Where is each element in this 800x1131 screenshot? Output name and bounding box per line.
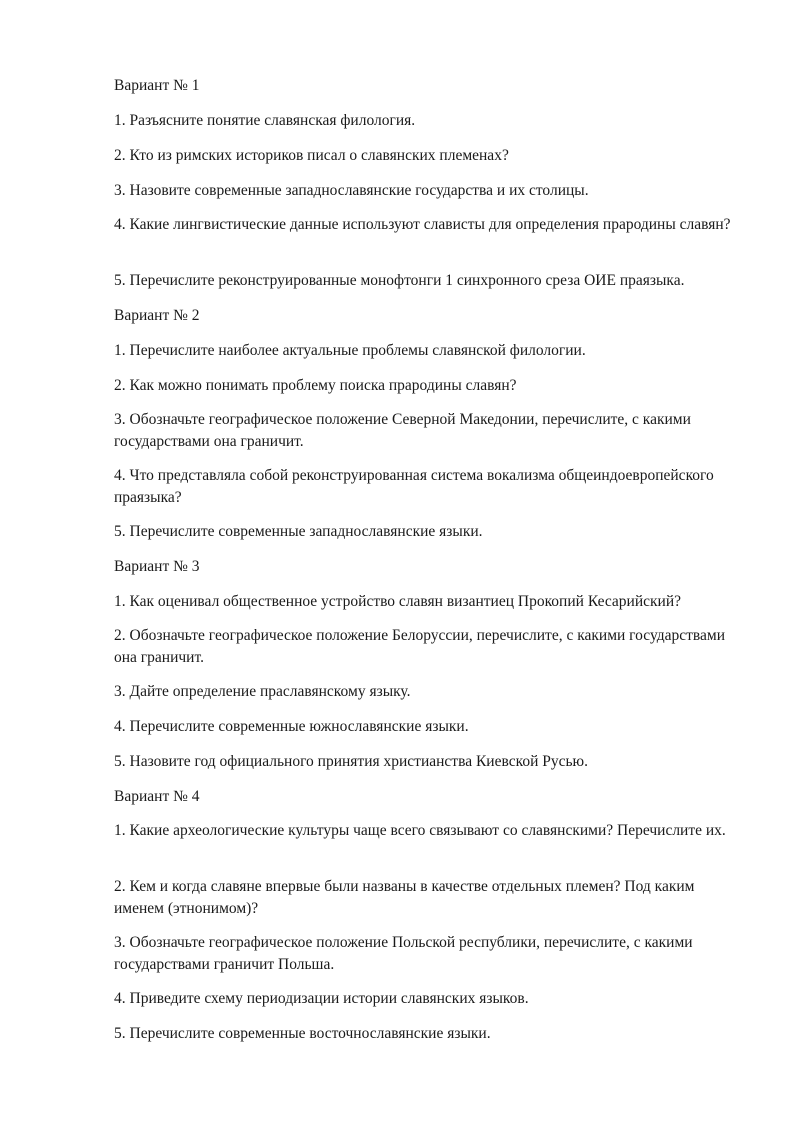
variant-3-question-4: 4. Перечислите современные южнославянские языки.: [114, 718, 469, 735]
variant-4-heading: Вариант № 4: [114, 788, 200, 805]
variant-1-question-1: 1. Разъясните понятие славянская филология.: [114, 112, 416, 129]
variant-1-question-4: 4. Какие лингвистические данные используют слависты для определения прародины славян?: [114, 216, 731, 233]
variant-3-question-2: 2. Обозначьте географическое положение Белоруссии, перечислите, с какими государствами она граничит.: [114, 627, 726, 666]
variant-2-question-3: 3. Обозначьте географическое положение Северной Македонии, перечислите, с какими государствами она граничит.: [114, 411, 691, 450]
variant-2-heading: Вариант № 2: [114, 307, 200, 324]
variant-4-question-1: 1. Какие археологические культуры чаще всего связывают со славянскими? Перечислите их.: [114, 822, 726, 839]
variant-4-question-5: 5. Перечислите современные восточнославянские языки.: [114, 1025, 491, 1042]
variant-3-question-5: 5. Назовите год официального принятия христианства Киевской Русью.: [114, 753, 589, 770]
variant-2-question-4: 4. Что представляла собой реконструированная система вокализма общеиндоевропейского праязыка?: [114, 467, 714, 506]
variant-1-question-5: 5. Перечислите реконструированные монофтонги 1 синхронного среза ОИЕ праязыка.: [114, 272, 685, 289]
variant-1-heading: Вариант № 1: [114, 77, 200, 94]
variant-1-question-3: 3. Назовите современные западнославянские государства и их столицы.: [114, 182, 589, 199]
variant-2-question-2: 2. Как можно понимать проблему поиска прародины славян?: [114, 377, 517, 394]
variant-1-question-2: 2. Кто из римских историков писал о славянских племенах?: [114, 147, 509, 164]
variant-4-question-2: 2. Кем и когда славяне впервые были названы в качестве отдельных племен? Под каким именем (этнонимом)?: [114, 878, 695, 917]
variant-4-question-4: 4. Приведите схему периодизации истории славянских языков.: [114, 990, 529, 1007]
variant-3-question-3: 3. Дайте определение праславянскому языку.: [114, 683, 411, 700]
variant-2-question-1: 1. Перечислите наиболее актуальные проблемы славянской филологии.: [114, 342, 586, 359]
variant-3-question-1: 1. Как оценивал общественное устройство славян византиец Прокопий Кесарийский?: [114, 593, 681, 610]
variant-3-heading: Вариант № 3: [114, 558, 200, 575]
variant-2-question-5: 5. Перечислите современные западнославянские языки.: [114, 523, 483, 540]
variant-4-question-3: 3. Обозначьте географическое положение Польской республики, перечислите, с какими государствами граничит Польша.: [114, 934, 693, 973]
